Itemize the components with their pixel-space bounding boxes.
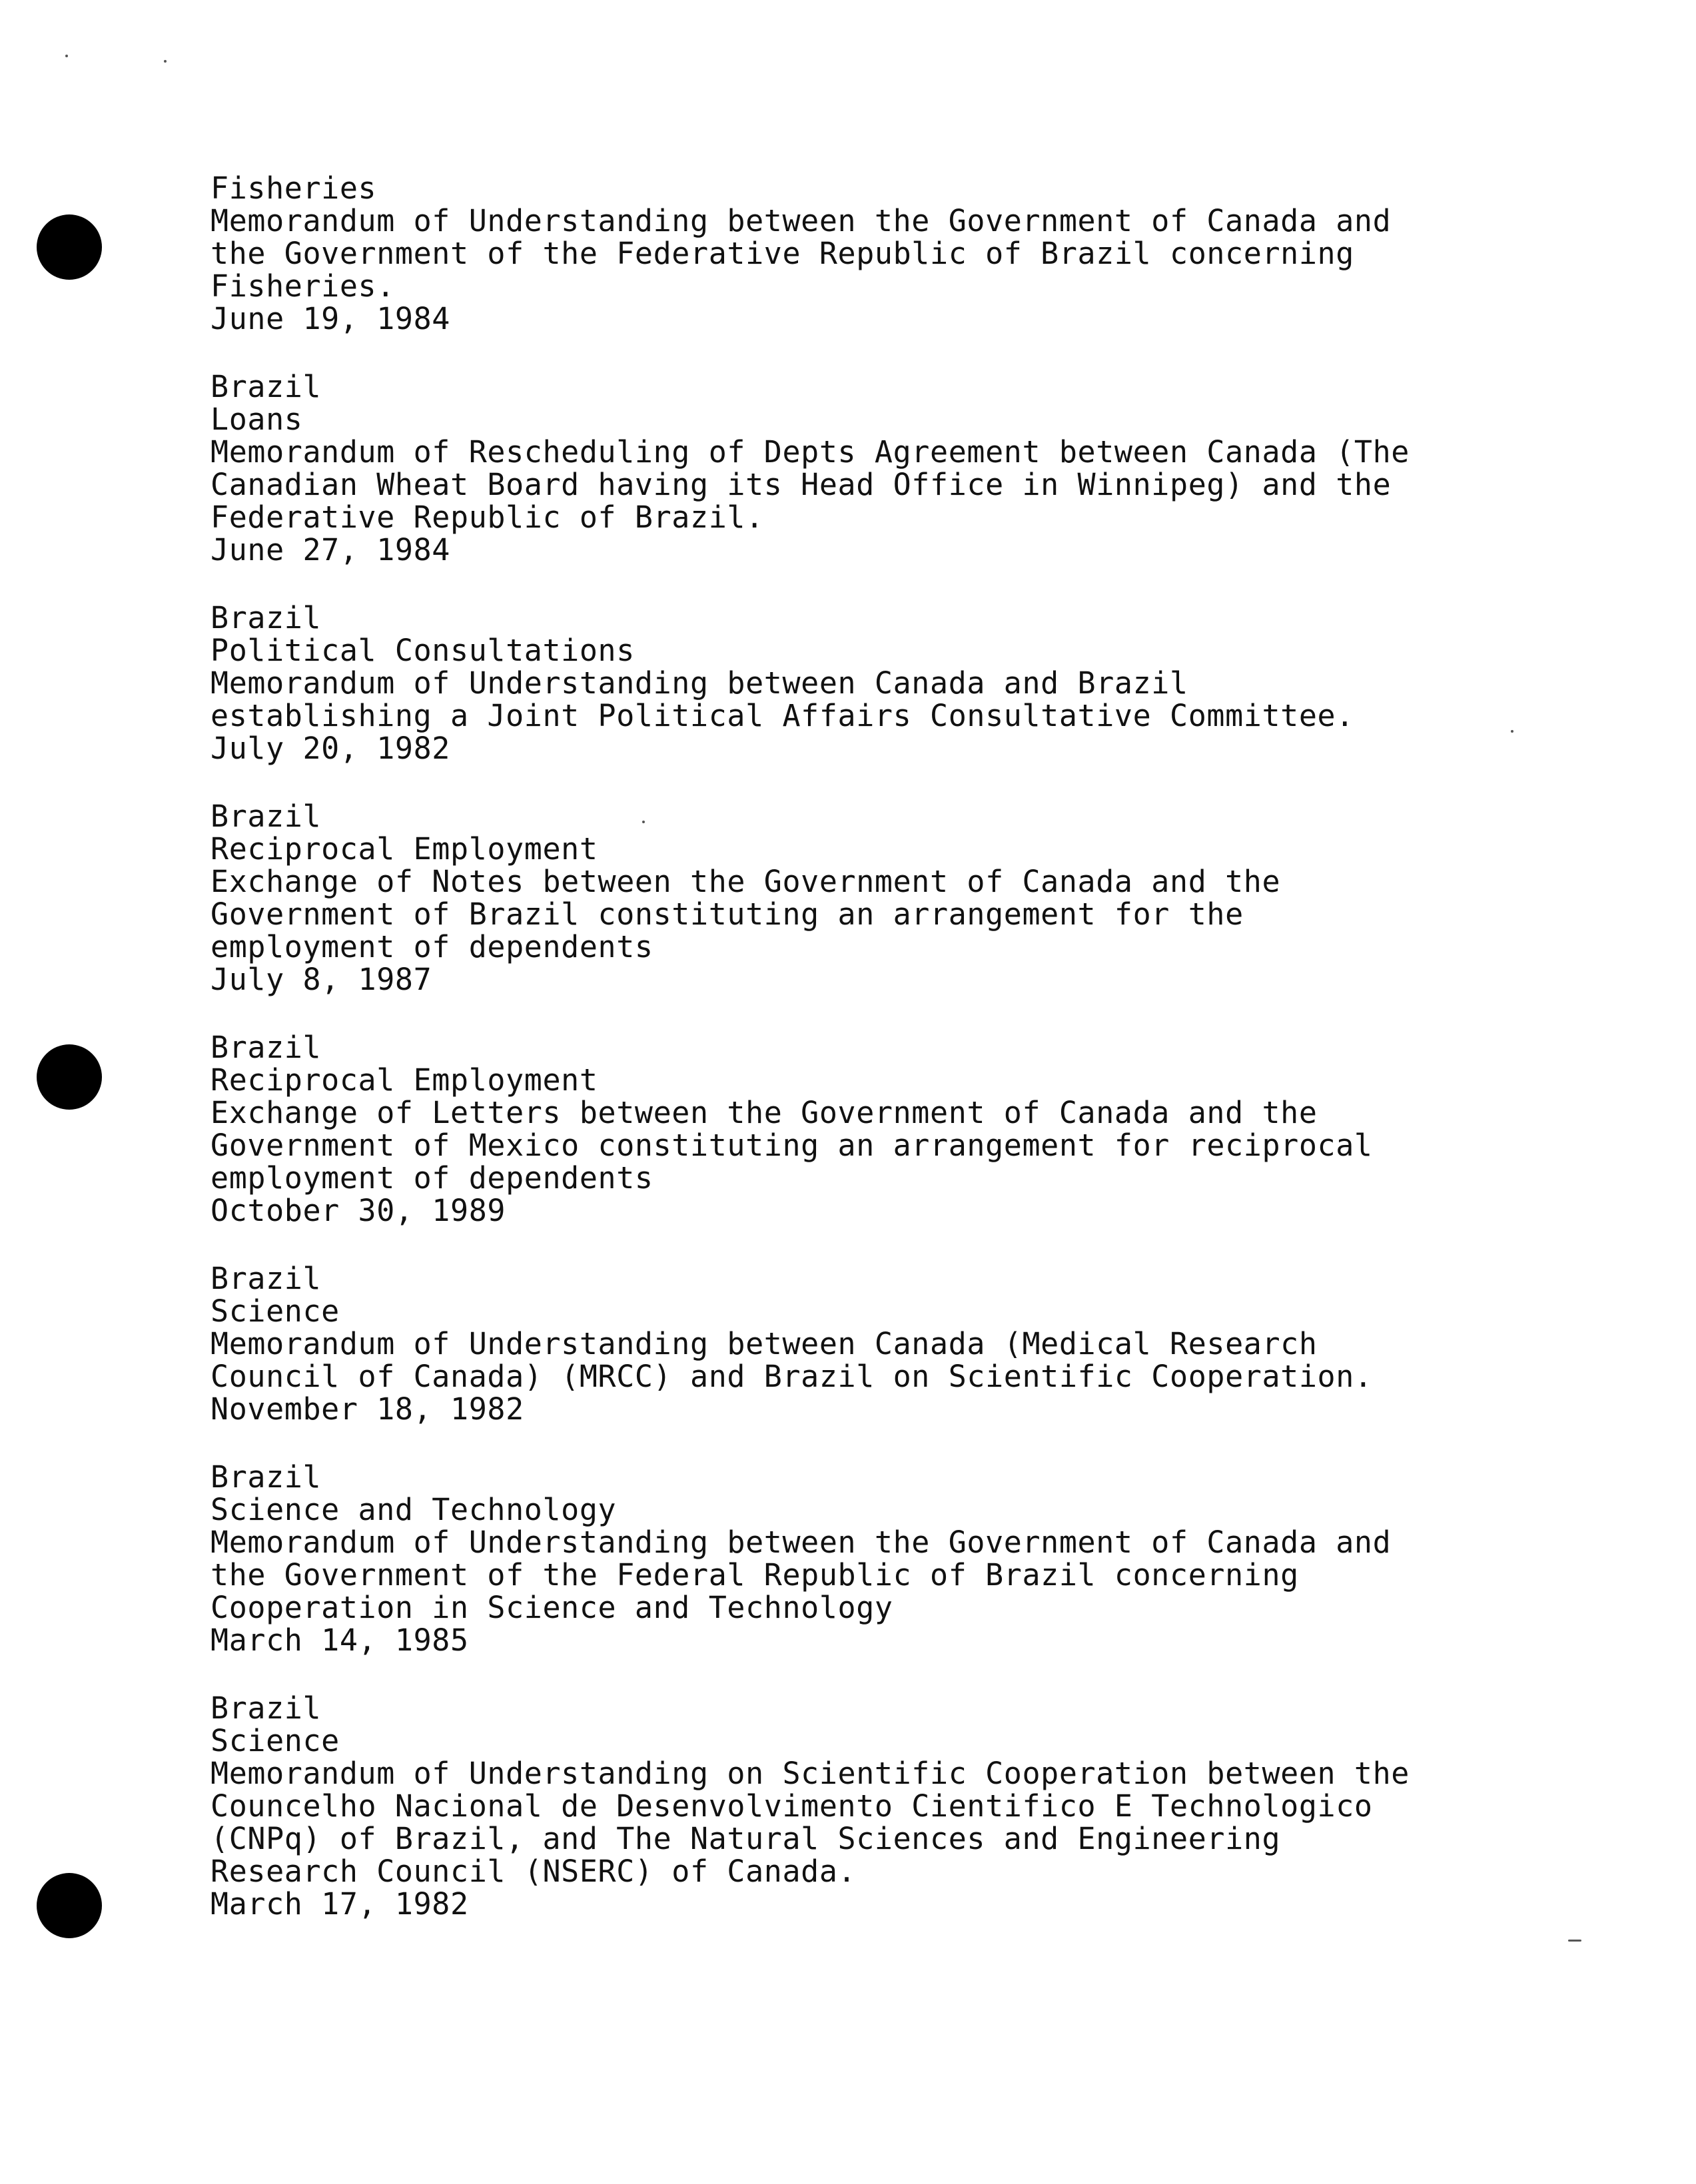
- entry-line: Councelho Nacional de Desenvolvimento Cientifico E Technologico: [211, 1788, 1373, 1824]
- entry-line: the Government of the Federal Republic of Brazil concerning: [211, 1557, 1299, 1593]
- treaty-entry: [211, 800, 1543, 996]
- treaty-entry: [211, 1262, 1543, 1425]
- entry-line: Exchange of Letters between the Government of Canada and the: [211, 1095, 1318, 1130]
- entry-line: Canadian Wheat Board having its Head Office in Winnipeg) and the: [211, 467, 1392, 502]
- entry-line: Council of Canada) (MRCC) and Brazil on Scientific Cooperation.: [211, 1359, 1373, 1394]
- entry-line: Memorandum of Understanding between the Government of Canada and: [211, 203, 1392, 238]
- entry-line: Reciprocal Employment: [211, 831, 598, 867]
- entry-line: Brazil: [211, 1030, 322, 1065]
- treaty-entry: [211, 1031, 1543, 1227]
- scan-speck: [164, 60, 167, 63]
- entry-line: employment of dependents: [211, 1160, 653, 1196]
- punch-hole-middle: [37, 1044, 102, 1110]
- entry-date: March 17, 1982: [211, 1886, 469, 1922]
- entry-line: Brazil: [211, 369, 322, 404]
- entry-line: Memorandum of Understanding between Canada (Medical Research: [211, 1326, 1318, 1361]
- treaty-entry: [211, 1692, 1543, 1920]
- entry-line: establishing a Joint Political Affairs Consultative Committee.: [211, 698, 1354, 733]
- entry-line: Memorandum of Understanding between Canada and Brazil: [211, 665, 1188, 701]
- entry-line: Federative Republic of Brazil.: [211, 500, 764, 535]
- treaty-entry: [211, 601, 1543, 765]
- entry-line: Fisheries: [211, 171, 377, 206]
- entry-line: Cooperation in Science and Technology: [211, 1590, 893, 1625]
- entry-line: Political Consultations: [211, 633, 635, 668]
- entry-line: Memorandum of Rescheduling of Depts Agreement between Canada (The: [211, 434, 1410, 470]
- entry-date: June 27, 1984: [211, 532, 450, 567]
- treaty-entry: [211, 172, 1543, 335]
- entry-line: employment of dependents: [211, 929, 653, 964]
- scan-speck: [1568, 1940, 1581, 1942]
- entry-line: Brazil: [211, 1261, 322, 1296]
- scan-speck: [65, 55, 68, 57]
- entry-line: (CNPq) of Brazil, and The Natural Sciences and Engineering: [211, 1821, 1281, 1856]
- entry-date: July 20, 1982: [211, 731, 450, 766]
- entry-line: Research Council (NSERC) of Canada.: [211, 1854, 857, 1889]
- entry-line: Government of Brazil constituting an arrangement for the: [211, 897, 1244, 932]
- entry-line: Brazil: [211, 799, 322, 834]
- entry-line: Science: [211, 1293, 340, 1329]
- entry-date: July 8, 1987: [211, 962, 432, 997]
- entry-line: Exchange of Notes between the Government of Canada and the: [211, 864, 1281, 899]
- entry-line: Memorandum of Understanding on Scientific Cooperation between the: [211, 1756, 1410, 1791]
- entry-line: Science and Technology: [211, 1492, 617, 1527]
- treaty-entry: [211, 370, 1543, 566]
- entry-date: October 30, 1989: [211, 1193, 506, 1228]
- entry-line: Reciprocal Employment: [211, 1062, 598, 1098]
- entry-line: Science: [211, 1723, 340, 1758]
- punch-hole-bottom: [37, 1873, 102, 1938]
- entry-date: March 14, 1985: [211, 1623, 469, 1658]
- entry-line: Brazil: [211, 600, 322, 635]
- entry-line: Loans: [211, 402, 303, 437]
- entry-line: Government of Mexico constituting an arrangement for reciprocal: [211, 1128, 1373, 1163]
- entry-line: Memorandum of Understanding between the Government of Canada and: [211, 1525, 1392, 1560]
- punch-hole-top: [37, 214, 102, 280]
- treaty-entry: [211, 1461, 1543, 1656]
- treaty-list: [211, 172, 1543, 1956]
- entry-line: Brazil: [211, 1690, 322, 1726]
- entry-line: Brazil: [211, 1459, 322, 1495]
- entry-line: the Government of the Federative Republic of Brazil concerning: [211, 236, 1354, 271]
- entry-date: November 18, 1982: [211, 1391, 524, 1427]
- entry-date: June 19, 1984: [211, 301, 450, 336]
- entry-line: Fisheries.: [211, 268, 395, 304]
